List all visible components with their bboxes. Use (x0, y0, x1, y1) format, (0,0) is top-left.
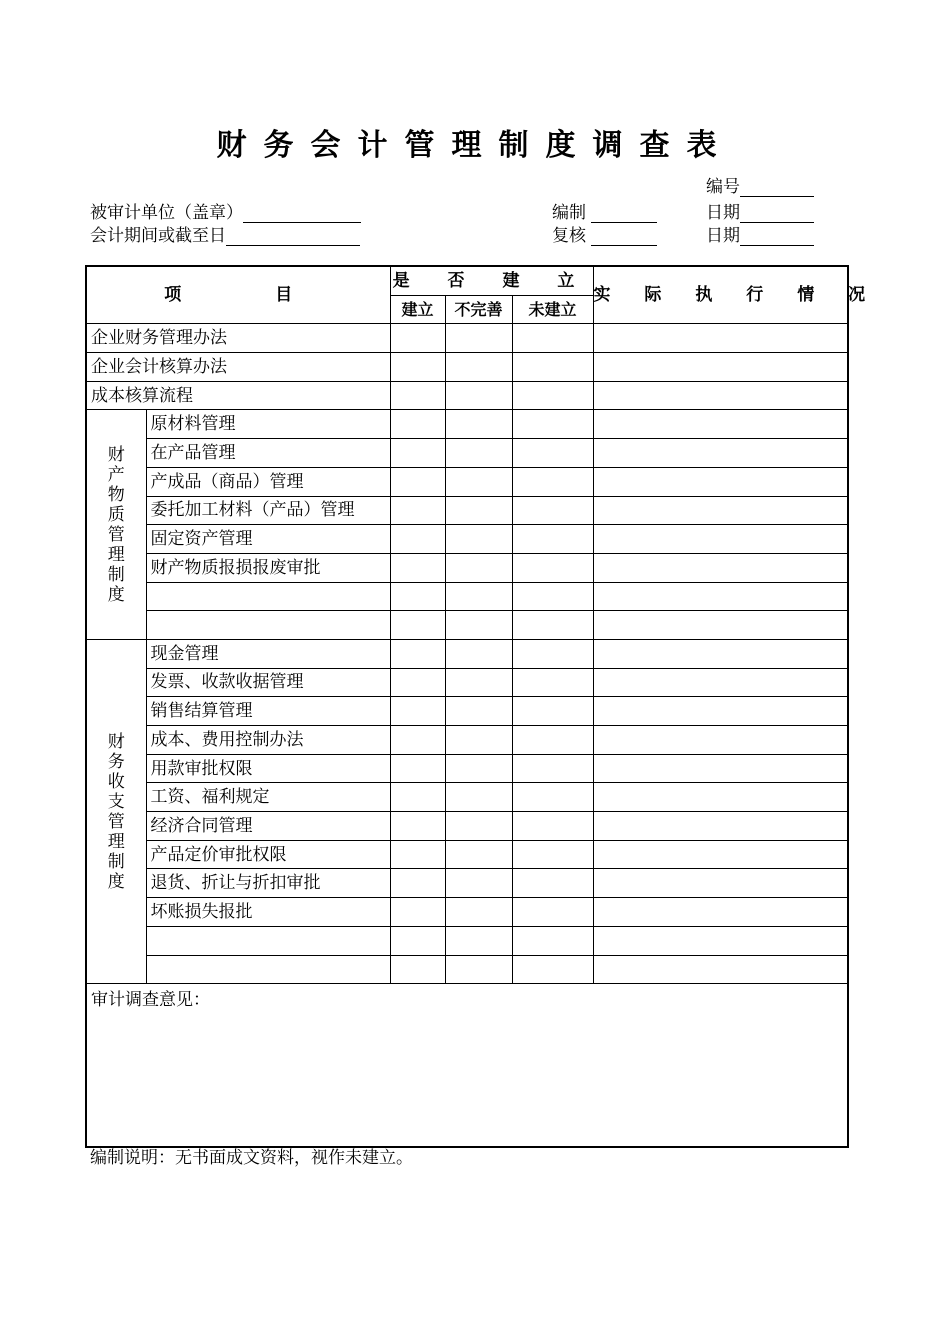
actual-cell[interactable] (593, 955, 848, 984)
table-row (86, 668, 848, 697)
check-cell-yes[interactable] (390, 439, 445, 468)
check-cell-no[interactable] (512, 783, 593, 812)
prepared-label: 编制 (552, 203, 586, 223)
actual-cell[interactable] (593, 812, 848, 841)
header-item: 项 目 (86, 266, 390, 324)
item-label: 委托加工材料（产品）管理 (146, 496, 390, 525)
check-cell-no[interactable] (512, 812, 593, 841)
item-label: 用款审批权限 (146, 754, 390, 783)
category-char: 理 (107, 544, 125, 565)
actual-cell[interactable] (593, 525, 848, 554)
actual-cell[interactable] (593, 869, 848, 898)
check-cell-no[interactable] (512, 840, 593, 869)
category-char: 物 (107, 484, 125, 505)
item-label: 成本核算流程 (86, 381, 390, 410)
actual-cell[interactable] (593, 898, 848, 927)
check-cell-no[interactable] (512, 754, 593, 783)
actual-cell[interactable] (593, 754, 848, 783)
check-cell-incomplete[interactable] (445, 754, 512, 783)
check-cell-no[interactable] (512, 697, 593, 726)
reviewed-date-line[interactable] (740, 229, 814, 246)
check-cell-incomplete[interactable] (445, 439, 512, 468)
actual-cell[interactable] (593, 410, 848, 439)
category-char: 理 (107, 831, 125, 852)
check-cell-yes[interactable] (390, 754, 445, 783)
table-row (86, 439, 848, 468)
item-label: 经济合同管理 (146, 812, 390, 841)
actual-cell[interactable] (593, 439, 848, 468)
actual-cell[interactable] (593, 353, 848, 382)
check-cell-yes[interactable] (390, 467, 445, 496)
serial-label: 编号 (706, 177, 740, 197)
prepared-date-label: 日期 (706, 203, 740, 223)
check-cell-incomplete[interactable] (445, 525, 512, 554)
item-label: 固定资产管理 (146, 525, 390, 554)
item-label[interactable] (146, 926, 390, 955)
item-label: 销售结算管理 (146, 697, 390, 726)
prepared-field (552, 198, 657, 223)
actual-cell[interactable] (593, 582, 848, 611)
actual-cell[interactable] (593, 467, 848, 496)
table-row (86, 381, 848, 410)
period-field (90, 221, 360, 246)
serial-line[interactable] (740, 180, 814, 197)
actual-cell[interactable] (593, 639, 848, 668)
table-row (86, 553, 848, 582)
check-cell-incomplete[interactable] (445, 553, 512, 582)
check-cell-yes[interactable] (390, 726, 445, 755)
check-cell-incomplete[interactable] (445, 582, 512, 611)
check-cell-incomplete[interactable] (445, 381, 512, 410)
header-established: 是 否 建 立 (390, 266, 593, 295)
check-cell-yes[interactable] (390, 525, 445, 554)
actual-cell[interactable] (593, 840, 848, 869)
category-char: 务 (107, 751, 125, 772)
item-label: 坏账损失报批 (146, 898, 390, 927)
table-row (86, 754, 848, 783)
prepared-date-field (706, 198, 814, 223)
check-cell-yes[interactable] (390, 812, 445, 841)
item-label: 企业财务管理办法 (86, 324, 390, 353)
check-cell-incomplete[interactable] (445, 611, 512, 640)
unit-field (90, 198, 361, 223)
check-cell-no[interactable] (512, 668, 593, 697)
check-cell-yes[interactable] (390, 697, 445, 726)
survey-table (85, 265, 880, 1148)
group2-category-label (86, 639, 146, 983)
item-label: 财产物质报损报废审批 (146, 553, 390, 582)
header-row (86, 266, 848, 295)
check-cell-no[interactable] (512, 525, 593, 554)
item-label[interactable] (146, 582, 390, 611)
actual-cell[interactable] (593, 553, 848, 582)
check-cell-incomplete[interactable] (445, 467, 512, 496)
check-cell-incomplete[interactable] (445, 812, 512, 841)
table-row (86, 525, 848, 554)
period-line[interactable] (226, 229, 360, 246)
check-cell-incomplete[interactable] (445, 726, 512, 755)
header-actual: 实 际 执 行 情 况 (593, 266, 848, 324)
check-cell-incomplete[interactable] (445, 955, 512, 984)
item-label: 在产品管理 (146, 439, 390, 468)
check-cell-yes[interactable] (390, 381, 445, 410)
check-cell-yes[interactable] (390, 668, 445, 697)
header-yes: 建立 (390, 295, 445, 324)
check-cell-yes[interactable] (390, 410, 445, 439)
category-char: 产 (107, 464, 125, 485)
check-cell-yes[interactable] (390, 553, 445, 582)
table-row (86, 955, 848, 984)
check-cell-incomplete[interactable] (445, 639, 512, 668)
check-cell-yes[interactable] (390, 783, 445, 812)
check-cell-no[interactable] (512, 955, 593, 984)
check-cell-incomplete[interactable] (445, 840, 512, 869)
check-cell-no[interactable] (512, 898, 593, 927)
table-row (86, 611, 848, 640)
table-row (86, 467, 848, 496)
category-char: 度 (107, 584, 125, 605)
reviewed-line[interactable] (591, 229, 657, 246)
category-char: 度 (107, 871, 125, 892)
category-char: 支 (107, 791, 125, 812)
actual-cell[interactable] (593, 697, 848, 726)
header-no: 未建立 (512, 295, 593, 324)
category-char: 财 (107, 731, 125, 752)
actual-cell[interactable] (593, 926, 848, 955)
category-char: 管 (107, 811, 125, 832)
item-label: 工资、福利规定 (146, 783, 390, 812)
check-cell-yes[interactable] (390, 353, 445, 382)
check-cell-incomplete[interactable] (445, 926, 512, 955)
check-cell-no[interactable] (512, 410, 593, 439)
check-cell-incomplete[interactable] (445, 410, 512, 439)
check-cell-incomplete[interactable] (445, 898, 512, 927)
check-cell-incomplete[interactable] (445, 668, 512, 697)
table-row (86, 869, 848, 898)
table-row (86, 726, 848, 755)
check-cell-yes[interactable] (390, 955, 445, 984)
footnote: 编制说明：无书面成文资料，视作未建立。 (90, 1148, 413, 1168)
check-cell-no[interactable] (512, 381, 593, 410)
reviewed-date-label: 日期 (706, 226, 740, 246)
category-char: 制 (107, 851, 125, 872)
check-cell-no[interactable] (512, 726, 593, 755)
table-row (86, 496, 848, 525)
check-cell-no[interactable] (512, 639, 593, 668)
table-row (86, 410, 848, 439)
table-row (86, 324, 848, 353)
period-label: 会计期间或截至日 (90, 226, 226, 246)
check-cell-incomplete[interactable] (445, 783, 512, 812)
category-char: 收 (107, 771, 125, 792)
actual-cell[interactable] (593, 783, 848, 812)
check-cell-yes[interactable] (390, 898, 445, 927)
opinion-row (86, 984, 848, 1148)
page-title: 财务会计管理制度调查表 (216, 128, 734, 163)
item-label: 产品定价审批权限 (146, 840, 390, 869)
opinion-area[interactable]: 审计调查意见： (86, 984, 848, 1148)
check-cell-no[interactable] (512, 611, 593, 640)
item-label: 退货、折让与折扣审批 (146, 869, 390, 898)
check-cell-incomplete[interactable] (445, 324, 512, 353)
check-cell-no[interactable] (512, 926, 593, 955)
category-char: 质 (107, 504, 125, 525)
item-label: 成本、费用控制办法 (146, 726, 390, 755)
check-cell-yes[interactable] (390, 324, 445, 353)
item-label: 企业会计核算办法 (86, 353, 390, 382)
check-cell-no[interactable] (512, 496, 593, 525)
reviewed-date-field (706, 221, 814, 246)
check-cell-no[interactable] (512, 582, 593, 611)
check-cell-incomplete[interactable] (445, 869, 512, 898)
item-label: 发票、收款收据管理 (146, 668, 390, 697)
unit-label: 被审计单位（盖章） (90, 203, 243, 223)
item-label: 产成品（商品）管理 (146, 467, 390, 496)
category-char: 制 (107, 564, 125, 585)
check-cell-no[interactable] (512, 353, 593, 382)
table-row (86, 926, 848, 955)
check-cell-no[interactable] (512, 439, 593, 468)
check-cell-yes[interactable] (390, 611, 445, 640)
reviewed-label: 复核 (552, 226, 586, 246)
check-cell-no[interactable] (512, 324, 593, 353)
table-row (86, 898, 848, 927)
table-row (86, 353, 848, 382)
serial-field (706, 172, 814, 197)
actual-cell[interactable] (593, 668, 848, 697)
table-row (86, 639, 848, 668)
check-cell-incomplete[interactable] (445, 697, 512, 726)
actual-cell[interactable] (593, 726, 848, 755)
check-cell-no[interactable] (512, 553, 593, 582)
actual-cell[interactable] (593, 324, 848, 353)
table-row (86, 812, 848, 841)
check-cell-yes[interactable] (390, 639, 445, 668)
check-cell-yes[interactable] (390, 869, 445, 898)
check-cell-no[interactable] (512, 869, 593, 898)
check-cell-no[interactable] (512, 467, 593, 496)
group1-category-label (86, 410, 146, 640)
actual-cell[interactable] (593, 611, 848, 640)
table-row (86, 697, 848, 726)
item-label: 现金管理 (146, 639, 390, 668)
reviewed-field (552, 221, 657, 246)
check-cell-yes[interactable] (390, 926, 445, 955)
table-row (86, 582, 848, 611)
table-row (86, 840, 848, 869)
category-char: 管 (107, 524, 125, 545)
actual-cell[interactable] (593, 496, 848, 525)
check-cell-yes[interactable] (390, 496, 445, 525)
category-char: 财 (107, 444, 125, 465)
item-label[interactable] (146, 611, 390, 640)
check-cell-incomplete[interactable] (445, 496, 512, 525)
item-label[interactable] (146, 955, 390, 984)
check-cell-yes[interactable] (390, 582, 445, 611)
check-cell-yes[interactable] (390, 840, 445, 869)
header-incomplete: 不完善 (445, 295, 512, 324)
actual-cell[interactable] (593, 381, 848, 410)
table-row (86, 783, 848, 812)
item-label: 原材料管理 (146, 410, 390, 439)
check-cell-incomplete[interactable] (445, 353, 512, 382)
